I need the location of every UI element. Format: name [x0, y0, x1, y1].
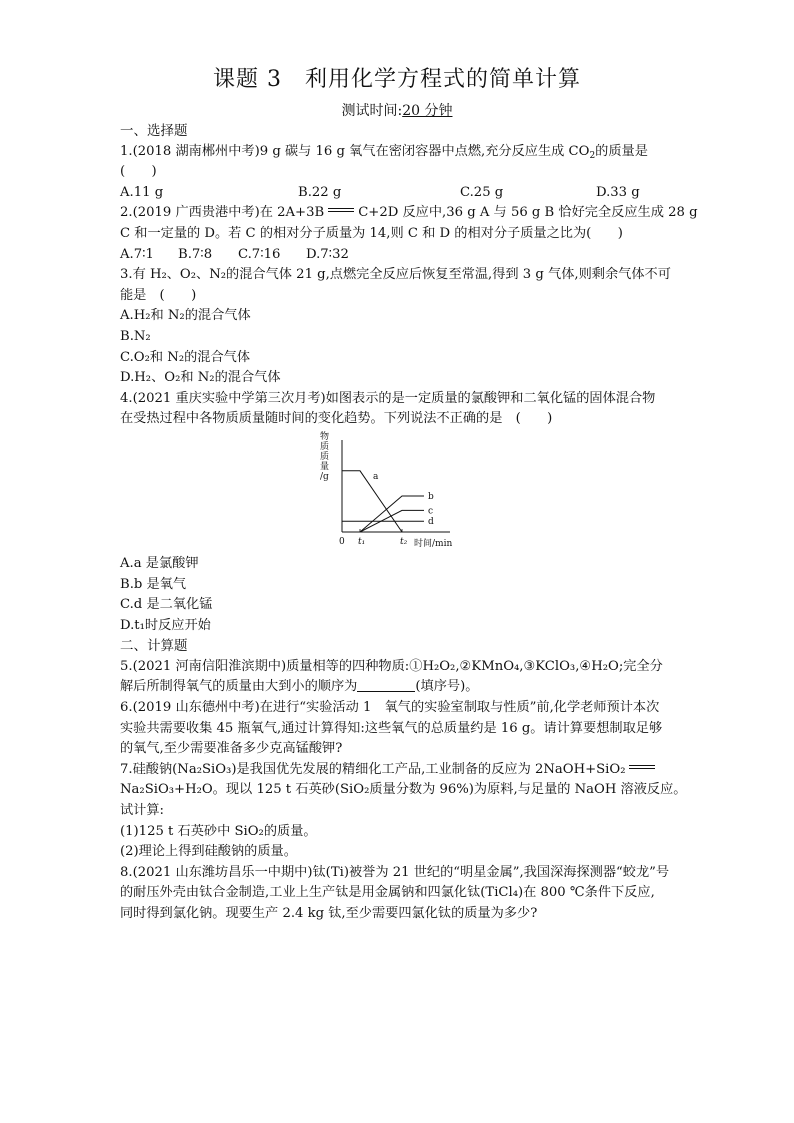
option-c: C.25 g [460, 184, 504, 200]
question-4-option-d: D.t₁时反应开始 [120, 617, 211, 633]
question-3-option-b: B.N₂ [120, 328, 151, 344]
x-axis-label: 时间/min [414, 538, 453, 549]
option-a: A.11 g [120, 184, 164, 200]
question-list [120, 121, 698, 925]
question-6-text-2: 实验共需要收集 45 瓶氧气,通过计算得知:这些氧气的总质量约是 16 g。请计算要想制取足够 [120, 720, 663, 736]
equals-sign [328, 208, 354, 212]
option-d: D.7∶32 [306, 246, 349, 262]
series-c-label: c [428, 506, 434, 517]
answer-blank[interactable] [357, 677, 415, 692]
question-5-text-2: 解后所制得氧气的质量由大到小的顺序为 (填序号)。 [120, 679, 479, 695]
question-3-text: 3.有 H₂、O₂、N₂的混合气体 21 g,点燃完全反应后恢复至常温,得到 3 g 气体,则剩余气体不可 [120, 267, 671, 283]
question-3-option-c: C.O₂和 N₂的混合气体 [120, 349, 251, 365]
question-8-text: 8.(2021 山东潍坊昌乐一中期中)钛(Ti)被誉为 21 世纪的“明星金属”,我国深海探测器“蛟龙”号 [120, 864, 670, 880]
question-6-text: 6.(2019 山东德州中考)在进行“实验活动 1 氧气的实验室制取与性质”前,化学老师预计本次 [120, 700, 660, 716]
question-3-option-a: A.H₂和 N₂的混合气体 [120, 308, 251, 324]
series-d-label: d [428, 517, 434, 528]
question-4-text: 4.(2021 重庆实验中学第三次月考)如图表示的是一定质量的氯酸钾和二氧化锰的固体混合物 [120, 390, 656, 406]
x-tick-label: t₁ [358, 536, 366, 547]
question-7-part-2: (2)理论上得到硅酸钠的质量。 [120, 844, 297, 860]
question-8-text-2: 的耐压外壳由钛合金制造,工业上生产钛是用金属钠和四氯化钛(TiCl₄)在 800 ℃条件下反应, [120, 885, 655, 901]
question-1-paren: ( ) [120, 164, 157, 180]
test-time [0, 100, 794, 120]
option-b: B.7∶8 [178, 246, 213, 262]
mass-time-chart [318, 430, 468, 554]
question-2-options [120, 245, 680, 266]
question-3-option-d: D.H₂、O₂和 N₂的混合气体 [120, 370, 281, 386]
series-b-label: b [428, 491, 434, 502]
x-tick-label: t₂ [400, 536, 408, 547]
question-1-options [120, 183, 680, 204]
question-4-option-c: C.d 是二氧化锰 [120, 597, 213, 613]
option-a: A.7∶1 [120, 246, 154, 262]
question-4-option-a: A.a 是氯酸钾 [120, 555, 199, 571]
option-b: B.22 g [298, 184, 342, 200]
question-7-text-3: 试计算: [120, 803, 165, 819]
question-2-text: 2.(2019 广西贵港中考)在 2A+3B C+2D 反应中,36 g A 与 56 g B 恰好完全反应生成 28 g [120, 205, 698, 221]
question-6-text-3: 的氧气,至少需要准备多少克高锰酸钾? [120, 741, 343, 757]
series-a-line [342, 471, 424, 532]
x-tick-label: 0 [339, 536, 345, 547]
question-4-option-b: B.b 是氧气 [120, 576, 187, 592]
option-c: C.7∶16 [238, 246, 281, 262]
y-axis-label: 物质质量/g [320, 431, 330, 482]
option-d: D.33 g [596, 184, 640, 200]
test-time-value: 20 分钟 [402, 103, 453, 119]
question-7-text-2: Na₂SiO₃+H₂O。现以 125 t 石英砂(SiO₂质量分数为 96%)为原料,与足量的 NaOH 溶液反应。 [120, 782, 687, 798]
mass-time-graph [120, 430, 680, 554]
test-time-label: 测试时间: [341, 103, 403, 119]
question-4-text-2: 在受热过程中各物质质量随时间的变化趋势。下列说法不正确的是 ( ) [120, 411, 553, 427]
equals-sign [629, 765, 655, 769]
question-1-text: 1.(2018 湖南郴州中考)9 g 碳与 16 g 氧气在密闭容器中点燃,充分反应生成 $CO_2$的质量是 [120, 143, 648, 161]
series-a-label: a [373, 471, 379, 482]
question-7-part-1: (1)125 t 石英砂中 SiO₂的质量。 [120, 823, 317, 839]
question-2-text-2: C 和一定量的 D。若 C 的相对分子质量为 14,则 C 和 D 的相对分子质量之比为( ) [120, 225, 623, 241]
section-heading-calc: 二、计算题 [120, 638, 188, 655]
page-title: 课题 3 利用化学方程式的简单计算 [213, 67, 581, 92]
question-7-text: 7.硅酸钠(Na₂SiO₃)是我国优先发展的精细化工产品,工业制备的反应为 2NaOH+SiO₂ [120, 760, 680, 781]
series-b-line [342, 496, 424, 532]
question-8-text-3: 同时得到氯化钠。现要生产 2.4 kg 钛,至少需要四氯化钛的质量为多少? [120, 906, 538, 921]
section-heading-choice: 一、选择题 [120, 123, 188, 139]
question-5-text: 5.(2021 河南信阳淮滨期中)质量相等的四种物质:①H₂O₂,②KMnO₄,③KClO₃,④H₂O;完全分 [120, 658, 663, 674]
question-3-text-2: 能是 ( ) [120, 287, 197, 303]
